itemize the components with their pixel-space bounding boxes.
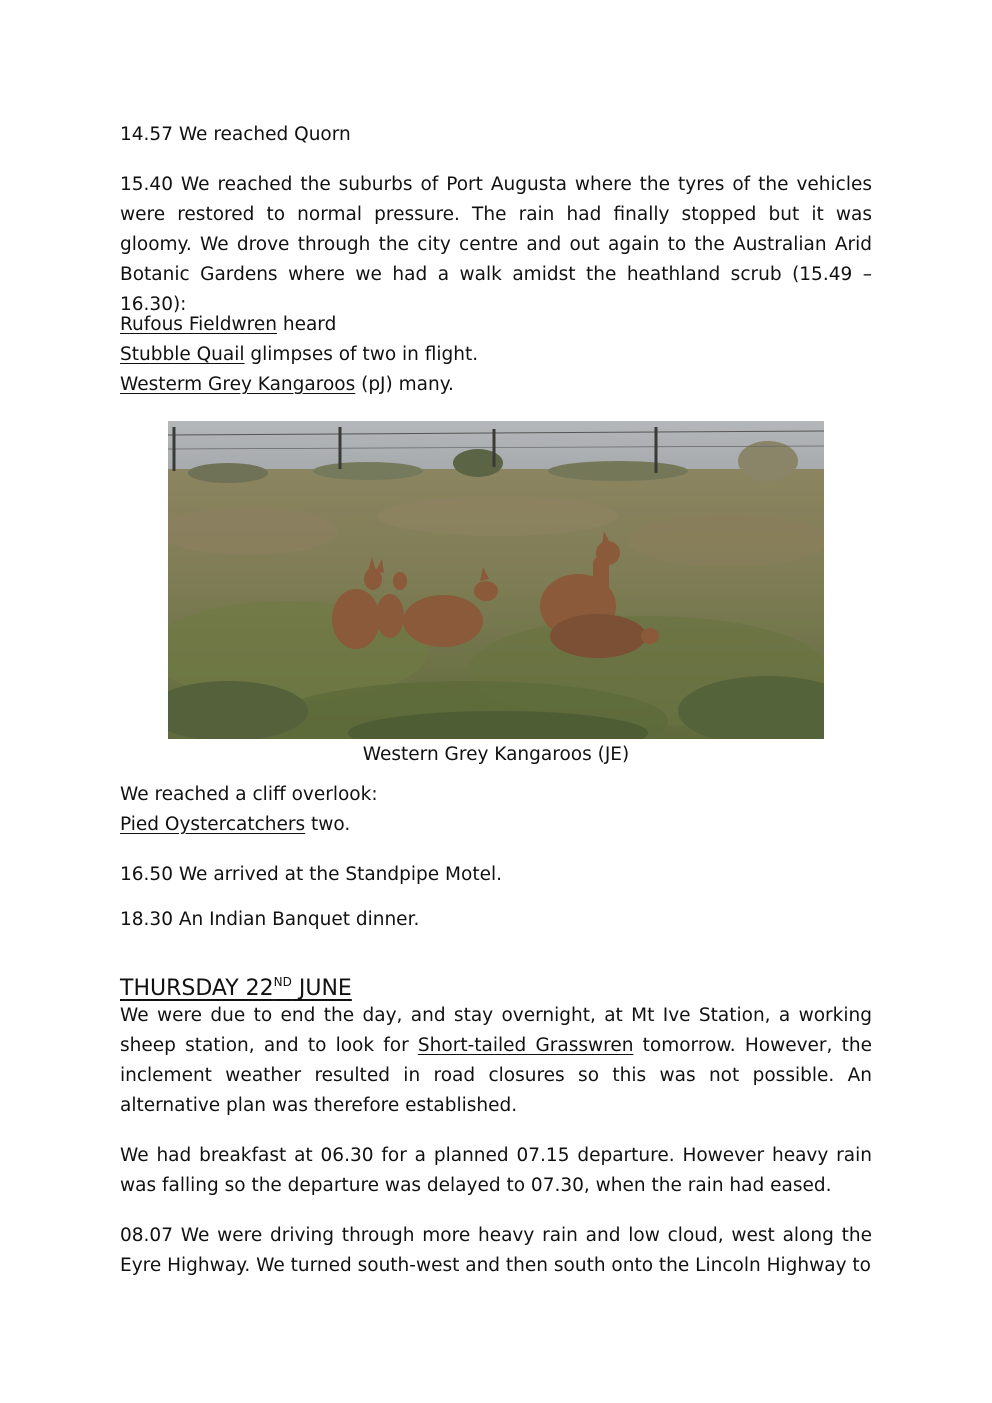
- sighting-item: [120, 370, 872, 400]
- cliff-overlook: [120, 780, 872, 840]
- heading-ordinal: ND: [273, 975, 292, 989]
- photo-caption: Western Grey Kangaroos (JE): [362, 744, 630, 765]
- species-name: Short-tailed Grasswren: [417, 1035, 634, 1056]
- heading-text: THURSDAY 22: [120, 976, 274, 1001]
- kangaroo-photo: [168, 421, 824, 739]
- cliff-intro: We reached a cliff overlook:: [120, 784, 378, 805]
- entry-port-augusta: 15.40 We reached the suburbs of Port Augusta where the tyres of the vehicles were restored to normal pressure. The rain had finally stopped but it was gloomy. We drove through the city centre and out again to the Australian Arid Botanic Gardens where we had a walk amidst the heathland scrub (15.49 – 16.30):: [120, 174, 872, 315]
- day-heading: [120, 966, 352, 1005]
- sighting-note: (pJ) many.: [355, 374, 454, 395]
- para-text: tomorrow. However, the inclement weather resulted in road closures so this was not possible. An alternative plan was therefore established.: [120, 1035, 872, 1116]
- heading-month: JUNE: [291, 976, 352, 1001]
- species-name: Rufous Fieldwren: [120, 314, 277, 335]
- thursday-paragraph-1: [120, 1001, 872, 1121]
- entry-motel: 16.50 We arrived at the Standpipe Motel.: [120, 864, 502, 885]
- sighting-note: glimpses of two in flight.: [244, 344, 479, 365]
- sighting-note: heard: [276, 314, 337, 335]
- sighting-item: [120, 310, 872, 340]
- sighting-item: [120, 340, 872, 370]
- thursday-paragraph-3: 08.07 We were driving through more heavy rain and low cloud, west along the Eyre Highway. We turned south-west and then south onto the Lincoln Highway to: [120, 1225, 872, 1276]
- species-name: Pied Oystercatchers: [120, 814, 306, 835]
- sighting-note: two.: [305, 814, 351, 835]
- species-name: Westerm Grey Kangaroos: [120, 374, 356, 395]
- sightings-list: [120, 310, 872, 400]
- para-text: We were due to end the day, and stay overnight, at Mt Ive Station, a working sheep station, and to look for: [120, 1005, 872, 1056]
- entry-dinner: 18.30 An Indian Banquet dinner.: [120, 909, 420, 930]
- thursday-paragraph-2: We had breakfast at 06.30 for a planned 07.15 departure. However heavy rain was falling so the departure was delayed to 07.30, when the rain had eased.: [120, 1145, 872, 1196]
- sighting-item: [120, 810, 872, 840]
- species-name: Stubble Quail: [120, 344, 245, 365]
- entry-quorn: 14.57 We reached Quorn: [120, 124, 351, 145]
